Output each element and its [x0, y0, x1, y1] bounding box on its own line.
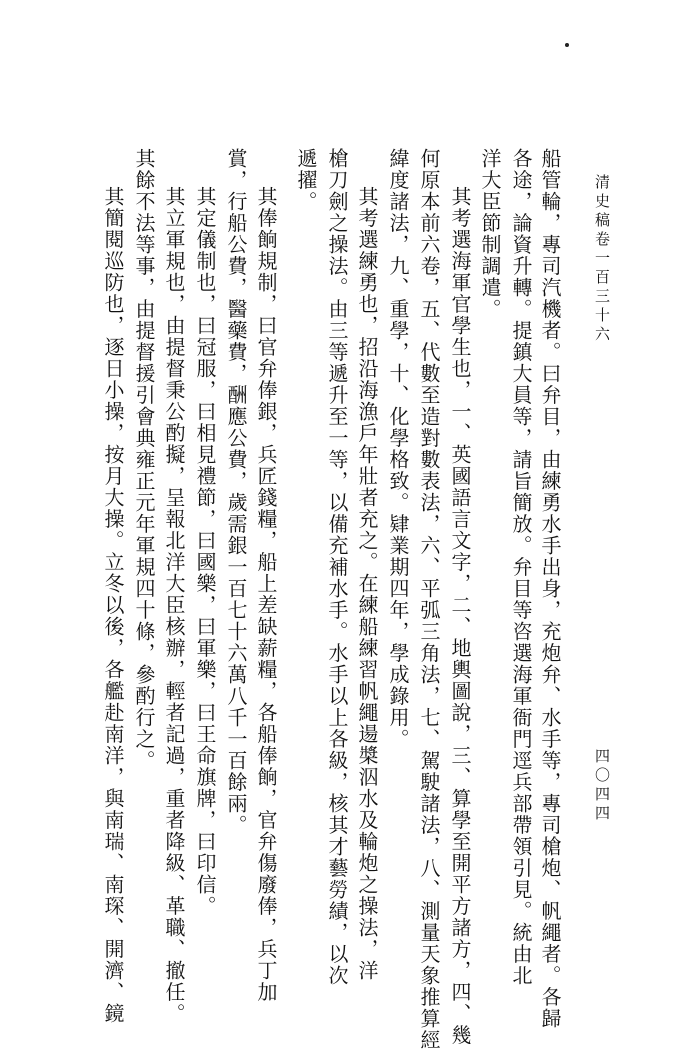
text-column-7: 其考選練勇也，招沿海漁戶年壯者充之。在練船練習帆繩逿槳泅水及輪炮之操法，洋 [355, 186, 379, 982]
running-title: 清史稿卷一百三十六 [593, 174, 611, 345]
text-column-5: 何原本前六卷，五、代數至造對數表法，六、平弧三角法，七、駕駛諸法，八、測量天象推算經 [417, 148, 441, 1051]
text-column-13: 其立軍規也，由提督秉公酌擬，呈報北洋大臣核辦，輕者記過，重者降級、革職、撤任。 [162, 186, 186, 1025]
text-column-8: 槍刀劍之操法。由三等遞升至一等，以備充補水手。水手以上各級，核其才藝勞績，以次 [325, 148, 349, 987]
text-column-12: 其定儀制也，曰冠服，曰相見禮節，曰國樂，曰軍樂，曰王命旗牌，曰印信。 [193, 186, 217, 917]
text-column-6: 緯度諸法，九、重學，十、化學格致。肄業期四年，學成錄用。 [386, 148, 410, 750]
text-column-10: 其俸餉規制，曰官弁俸銀，兵匠錢糧，船上差缺薪糧，各船俸餉，官弁傷廢俸，兵丁加 [254, 186, 278, 1003]
text-column-14: 其餘不法等事，由提督援引會典雍正元年軍規四十條，參酌行之。 [132, 148, 156, 772]
text-column-11: 賞，行船公費，醫藥費，酬應公費，歲需銀一百七十六萬八千一百餘兩。 [224, 148, 248, 836]
text-column-1: 船管輪，專司汽機者。曰弁目，由練勇水手出身，充炮弁、水手等，專司槍炮、帆繩者。各歸 [538, 148, 562, 1030]
page-number: 四〇四四 [593, 748, 611, 824]
text-column-2: 各途，論資升轉。提鎮大員等，請旨簡放。弁目等咨選海軍衙門逕兵部帶領引見。統由北 [509, 148, 533, 987]
text-column-9: 遞擢。 [294, 148, 318, 213]
text-column-3: 洋大臣節制調遣。 [478, 148, 502, 320]
scan-speck [565, 43, 569, 47]
text-column-15: 其簡閱巡防也，逐日小操，按月大操。立冬以後，各艦赴南洋，與南瑞、南琛、開濟、鏡 [101, 186, 125, 1025]
text-column-4: 其考選海軍官學生也，一、英國語言文字，二、地輿圖說，三、算學至開平方諸方，四、幾 [448, 186, 472, 1046]
